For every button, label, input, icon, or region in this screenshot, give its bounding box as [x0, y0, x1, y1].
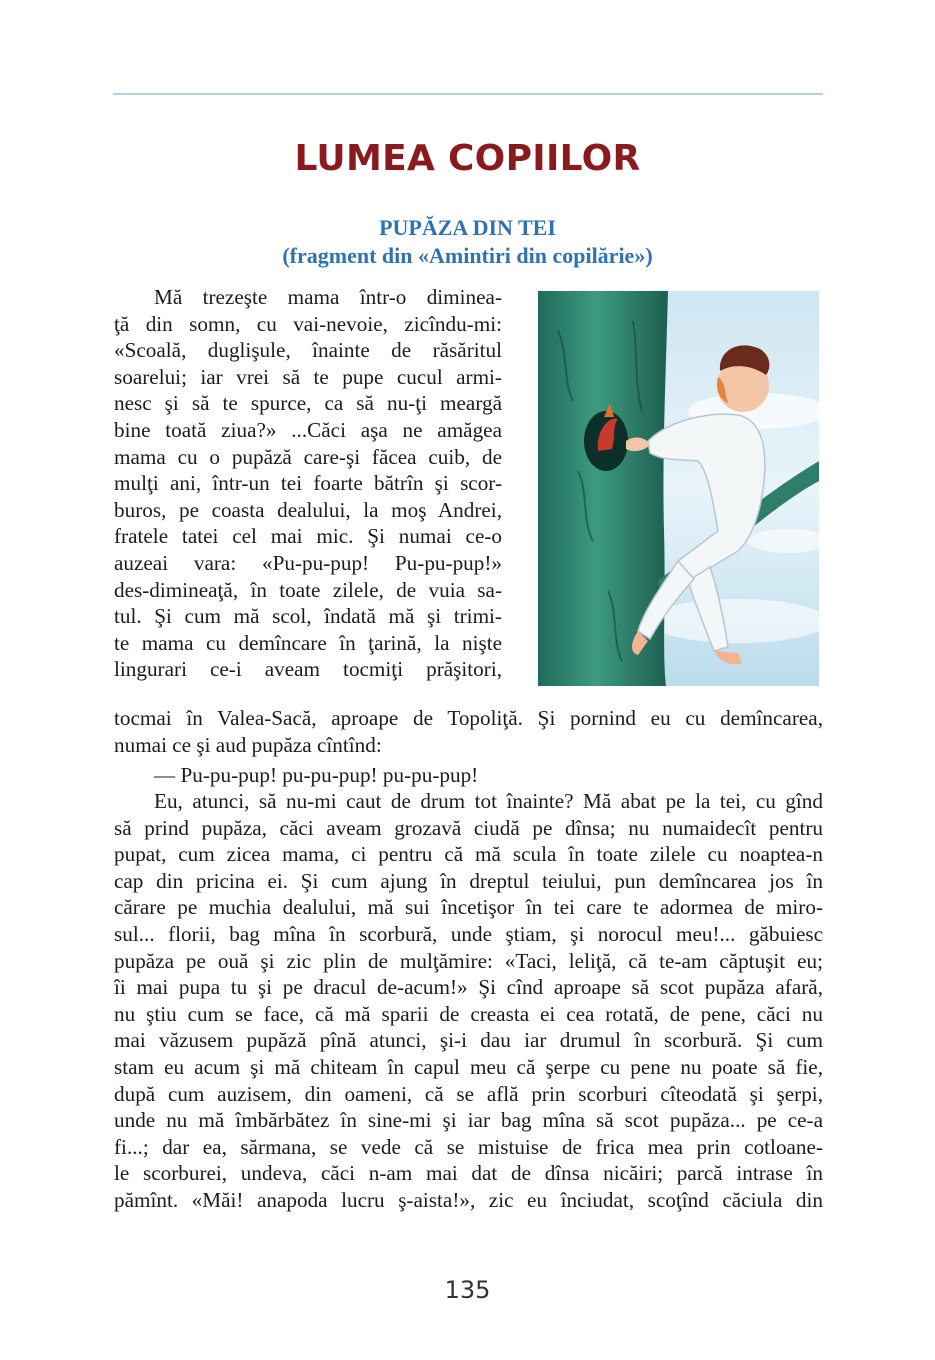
header-rule: [113, 93, 823, 95]
text-line: cărare pe muchia dealului, mă sui încetişor în tei care te adormea de miro-: [114, 895, 823, 920]
text-line: nu ştiu cum se face, că mă sparii de creasta ei cea rotată, de pene, căci nu: [114, 1001, 823, 1026]
story-subtitle: (fragment din «Amintiri din copilărie»): [282, 243, 653, 268]
text-line: cap din pricina ei. Şi cum ajung în dreptul teiului, pun demîncarea jos în: [114, 868, 823, 893]
text-line: tul. Şi cum mă scol, îndată mă şi trimi-: [114, 604, 502, 629]
text-line: fratele tatei cel mai mic. Şi numai ce-o: [114, 524, 502, 549]
story-title: PUPĂZA DIN TEI: [379, 215, 556, 240]
dialogue-line: — Pu-pu-pup! pu-pu-pup! pu-pu-pup!: [154, 763, 479, 787]
story-illustration: [538, 291, 819, 686]
text-line: pupat, cum zicea mama, ci pentru că mă scula în toate zilele cu noaptea-n: [114, 842, 823, 867]
text-line: le scorburei, undeva, căci n-am mai dat de dînsa nicăiri; parcă intrase în: [114, 1161, 823, 1186]
text-line: îi mai pupa tu şi pe dracul de-acum!» Şi cînd aproape să scot pupăza afară,: [114, 975, 823, 1000]
paragraph-1-wide: [114, 705, 823, 758]
text-line: sul... florii, bag mîna în scorbură, unde ştiam, şi norocul meu!... găbuiesc: [114, 921, 823, 946]
text-line: lingurari ce-i aveam tocmiţi prăşitori,: [114, 657, 502, 682]
text-line: mulţi ani, într-un tei foarte bătrîn şi scor-: [114, 471, 502, 496]
text-line: mama cu o pupăză care-şi făcea cuib, de: [114, 444, 502, 469]
text-line: des-dimineaţă, în toate zilele, de vuia sa-: [114, 577, 502, 602]
text-line: după cum auzisem, din oameni, că se află prin scorburi cîteodată şi şerpi,: [114, 1081, 823, 1106]
text-line: stam eu acum şi mă chiteam în capul meu că şerpe cu pene nu poate să fie,: [114, 1054, 823, 1079]
text-line: Mă trezeşte mama într-o diminea-: [154, 285, 502, 309]
paragraph-1-narrow: [114, 284, 502, 683]
text-line: bine toată ziua?» ...Căci aşa ne amăgea: [114, 417, 502, 442]
section-title: LUMEA COPIILOR: [294, 138, 641, 179]
text-line: tocmai în Valea-Sacă, aproape de Topoliţă. Şi pornind eu cu demîncarea,: [114, 706, 823, 730]
text-line: numai ce şi aud pupăza cîntînd:: [114, 732, 382, 757]
story-heading: [0, 214, 935, 270]
paragraph-2: [114, 788, 823, 1214]
text-line: fi...; dar ea, sărmana, se vede că se mistuise de frica mea prin cotloane-: [114, 1134, 823, 1159]
text-line: auzeai vara: «Pu-pu-pup! Pu-pu-pup!»: [114, 550, 502, 575]
page-number: 135: [444, 1276, 491, 1304]
text-line: mai văzusem pupăză pînă atunci, şi-i dau iar drumul în scorbură. Şi cum: [114, 1028, 823, 1053]
text-line: soarelui; iar vrei să te pupe cucul armi-: [114, 364, 502, 389]
text-line: pupăza pe ouă şi zic plin de mulţămire: «Taci, leliţă, că te-am căptuşit eu;: [114, 948, 823, 973]
text-line: unde nu mă îmbărbătez în sine-mi şi iar bag mîna să scot pupăza... pe ce-a: [114, 1108, 823, 1133]
text-line: te mama cu demîncare în ţarină, la nişte: [114, 630, 502, 655]
text-line: nesc şi să te spurce, ca să nu-ţi meargă: [114, 391, 502, 416]
text-line: ţă din somn, cu vai-nevoie, zicîndu-mi:: [114, 311, 502, 336]
text-line: Eu, atunci, să nu-mi caut de drum tot înainte? Mă abat pe la tei, cu gînd: [154, 789, 823, 813]
text-line: să prind pupăza, căci aveam grozavă ciudă pe dînsa; nu numaidecît pentru: [114, 815, 823, 840]
text-line: «Scoală, duglişule, înainte de răsăritul: [114, 338, 502, 363]
text-line: pămînt. «Măi! anapoda lucru ş-aista!», zic eu înciudat, scoţînd căciula din: [114, 1187, 823, 1212]
text-line: buros, pe coasta dealului, la moş Andrei,: [114, 497, 502, 522]
